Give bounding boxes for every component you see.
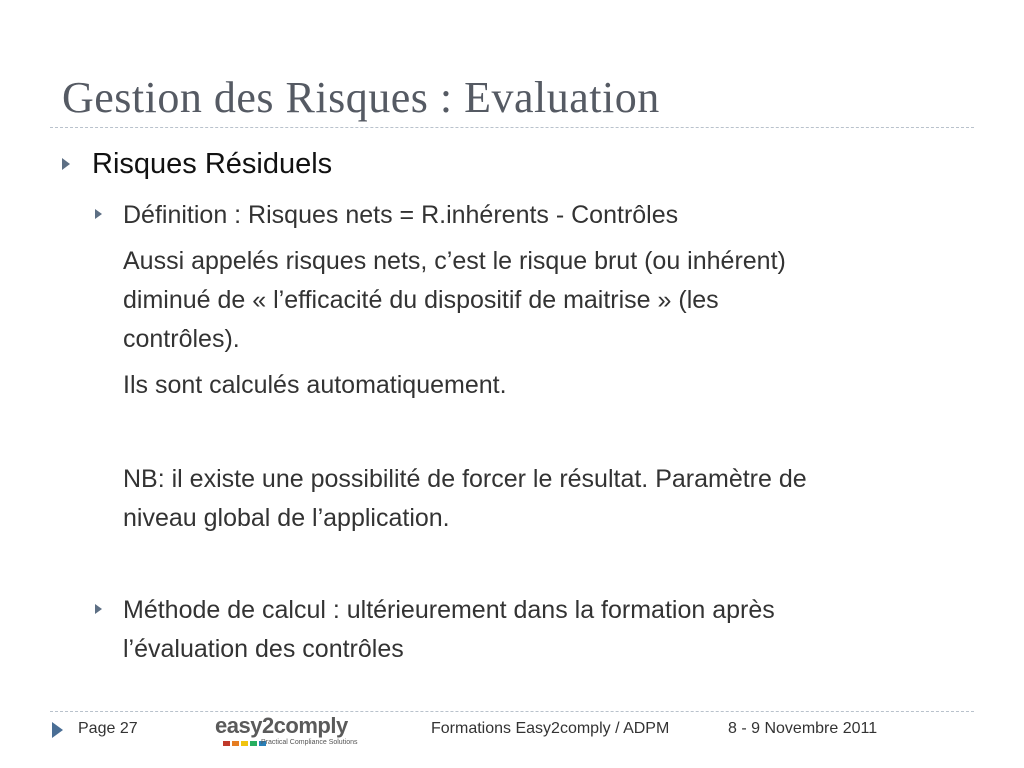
title-divider [50,127,974,128]
footer-page-number: Page 27 [78,720,138,737]
easy2comply-logo [215,713,375,749]
paragraph-line: Aussi appelés risques nets, c’est le risque brut (ou inhérent) [123,247,786,275]
bullet-arrow-icon [95,209,102,219]
bullet-arrow-icon [95,604,102,614]
bullet-level1-text: Risques Résiduels [92,148,333,180]
nb-line: niveau global de l’application. [123,504,450,532]
nb-line: NB: il existe une possibilité de forcer le résultat. Paramètre de [123,465,807,493]
logo-tagline: Practical Compliance Solutions [261,739,358,746]
footer-date: 8 - 9 Novembre 2011 [728,720,878,737]
definition-text: Définition : Risques nets = R.inhérents - Contrôles [123,201,679,229]
footer-center-text: Formations Easy2comply / ADPM [431,720,670,737]
footer-divider [50,711,974,712]
logo-block [232,741,239,746]
logo-block [241,741,248,746]
method-line: l’évaluation des contrôles [123,635,404,663]
method-line: Méthode de calcul : ultérieurement dans la formation après [123,596,775,624]
paragraph-line: Ils sont calculés automatiquement. [123,371,507,399]
slide-title: Gestion des Risques : Evaluation [62,73,660,122]
footer-arrow-icon [52,722,63,738]
logo-block [250,741,257,746]
paragraph-line: contrôles). [123,325,240,353]
logo-wordmark: easy2comply [215,713,348,738]
logo-color-blocks [223,741,266,746]
bullet-arrow-icon [62,158,70,170]
paragraph-line: diminué de « l’efficacité du dispositif de maitrise » (les [123,286,719,314]
logo-block [223,741,230,746]
